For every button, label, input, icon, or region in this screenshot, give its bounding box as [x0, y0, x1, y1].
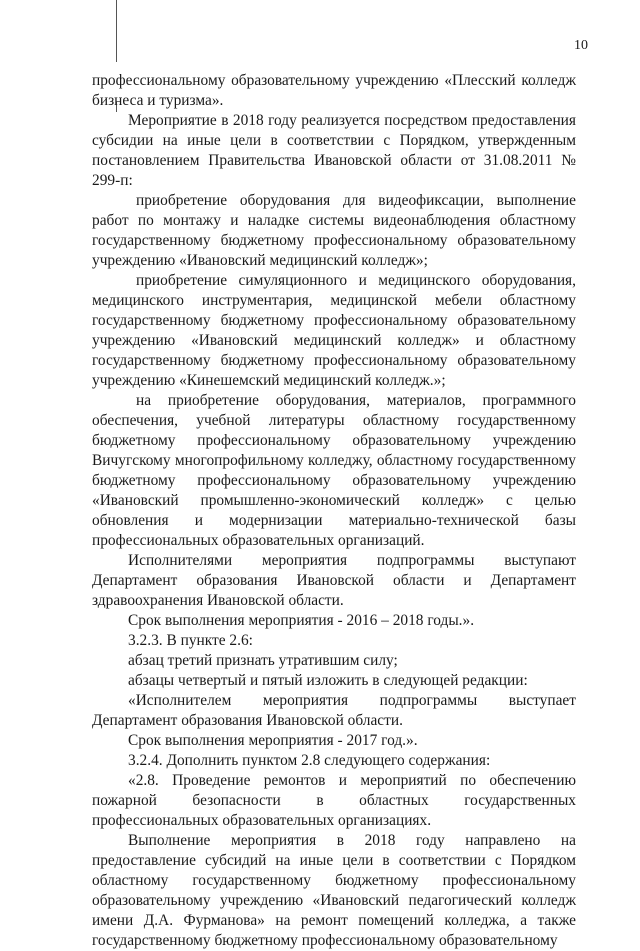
document-body — [92, 71, 576, 951]
paragraph: 3.2.3. В пункте 2.6: — [128, 632, 253, 649]
paragraph: Срок выполнения мероприятия - 2017 год.». — [128, 732, 418, 749]
paragraph: 3.2.4. Дополнить пунктом 2.8 следующего содержания: — [128, 752, 491, 769]
paragraph: Выполнение мероприятия в 2018 году направлено на предоставление субсидий на иные цели в соответствии с Порядком областному государственному бюджетному профессиональному образовательному учреждению «Ивановский педагогический колледж имени Д.А. Фурманова» на ремонт помещений колледжа, а также государственному бюджетному профессиональному образовательному — [92, 832, 576, 949]
page-number: 10 — [574, 38, 588, 53]
paragraph: абзацы четвертый и пятый изложить в следующей редакции: — [128, 672, 528, 689]
scan-margin-line — [116, 0, 117, 62]
paragraph: на приобретение оборудования, материалов, программного обеспечения, учебной литературы областному государственному бюджетному профессиональному образовательному учреждению Вичугскому многопрофильному колледжу, областному государственному бюджетному профессиональному образовательному учреждению «Ивановский промышленно-экономический колледж» с целью обновления и модернизации материально-технической базы профессиональных образовательных организаций. — [92, 392, 576, 549]
paragraph: профессиональному образовательному учреждению «Плесский колледж бизнеса и туризма». — [92, 72, 576, 109]
paragraph: приобретение симуляционного и медицинского оборудования, медицинского инструментария, медицинской мебели областному государственному бюджетному профессиональному образовательному учреждению «Ивановский медицинский колледж» и областному государственному бюджетному профессиональному образовательному учреждению «Кинешемский медицинский колледж.»; — [92, 272, 576, 389]
paragraph: приобретение оборудования для видеофиксации, выполнение работ по монтажу и наладке системы видеонаблюдения областному государственному бюджетному профессиональному образовательному учреждению «Ивановский медицинский колледж»; — [92, 192, 576, 269]
paragraph: «2.8. Проведение ремонтов и мероприятий по обеспечению пожарной безопасности в областных государственных профессиональных образовательных организациях. — [92, 772, 576, 829]
paragraph: Исполнителями мероприятия подпрограммы выступают Департамент образования Ивановской области и Департамент здравоохранения Ивановской области. — [92, 552, 576, 609]
paragraph: абзац третий признать утратившим силу; — [128, 652, 398, 669]
paragraph: Мероприятие в 2018 году реализуется посредством предоставления субсидии на иные цели в соответствии с Порядком, утвержденным постановлением Правительства Ивановской области от 31.08.2011 № 299-п: — [92, 112, 576, 189]
paragraph: «Исполнителем мероприятия подпрограммы выступает Департамент образования Ивановской области. — [92, 692, 576, 729]
paragraph: Срок выполнения мероприятия - 2016 – 2018 годы.». — [128, 612, 475, 629]
